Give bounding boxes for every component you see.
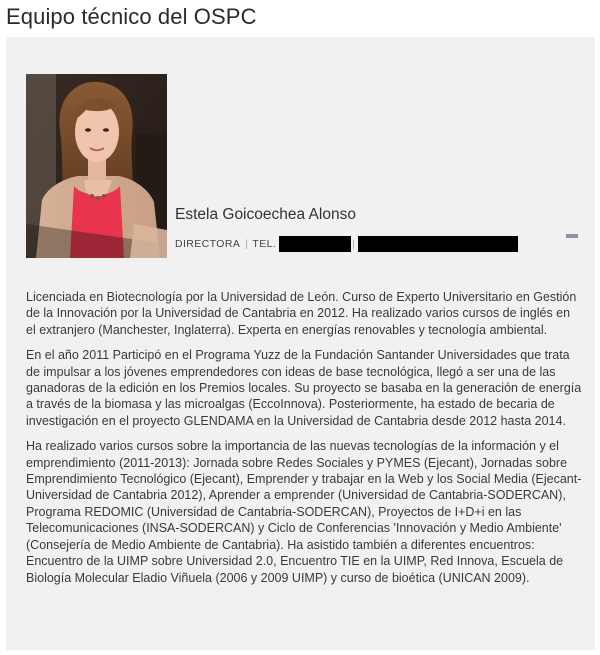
- profile-role: DIRECTORA: [175, 238, 241, 250]
- bio-paragraph: En el año 2011 Participó en el Programa Yuzz de la Fundación Santander Universidades que trata de impulsar a los jóvenes emprendedores con ideas de base tecnológica, llegó a ser una de las ganadoras de la edición en los Premios locales. Su proyecto se basaba en la generación de energía a través de la biomasa y las microalgas (EccoInnova). Posteriormente, ha estado de becaria de investigación en el proyecto GLENDAMA en la Universidad de Cantabria desde 2012 hasta 2014.: [26, 348, 582, 428]
- page-title: Equipo técnico del OSPC: [6, 4, 257, 29]
- meta-separator: |: [245, 238, 249, 250]
- minus-icon[interactable]: [566, 234, 578, 238]
- meta-separator-2: |: [352, 238, 356, 250]
- profile-name: Estela Goicoechea Alonso: [175, 206, 356, 223]
- profile-meta: [175, 236, 518, 252]
- bio-paragraph: Licenciada en Biotecnología por la Universidad de León. Curso de Experto Universitario en Gestión de la Innovación por la Universidad de Cantabria en 2012. Ha realizado varios cursos de inglés en el extranjero (Manchester, Inglaterra). Experta en energías renovables y tecnología ambiental.: [26, 290, 577, 337]
- profile-photo: [26, 74, 167, 258]
- tel-label: TEL.: [252, 238, 277, 250]
- profile-card: [6, 37, 595, 650]
- bio-paragraph: Ha realizado varios cursos sobre la importancia de las nuevas tecnologías de la información y el emprendimiento (2011-2013): Jornada sobre Redes Sociales y PYMES (Ejecant), Jornadas sobre Emprendimiento Tecnológico (Ejecant), Emprender y trabajar en la Web y los Social Media (Ejecant-Universidad de Cantabria 2012), Aprender a emprender (Universidad de Cantabria-SODERCAN), Programa REDOMIC (Universidad de Cantabria-SODERCAN), Proyectos de I+D+i en las Telecomunicaciones (INSA-SODERCAN) y Ciclo de Conferencias 'Innovación y Medio Ambiente' (Consejería de Medio Ambiente de Cantabria). Ha asistido también a diferentes encuentros: Encuentro de la UIMP sobre Universidad 2.0, Encuentro TIE en la UIMP, Red Innova, Escuela de Biología Molecular Eladio Viñuela (2006 y 2009 UIMP) y curso de bioética (UNICAN 2009).: [26, 439, 582, 585]
- redacted-email: [358, 236, 518, 252]
- profile-bio: [26, 289, 582, 595]
- redacted-phone: [279, 236, 351, 252]
